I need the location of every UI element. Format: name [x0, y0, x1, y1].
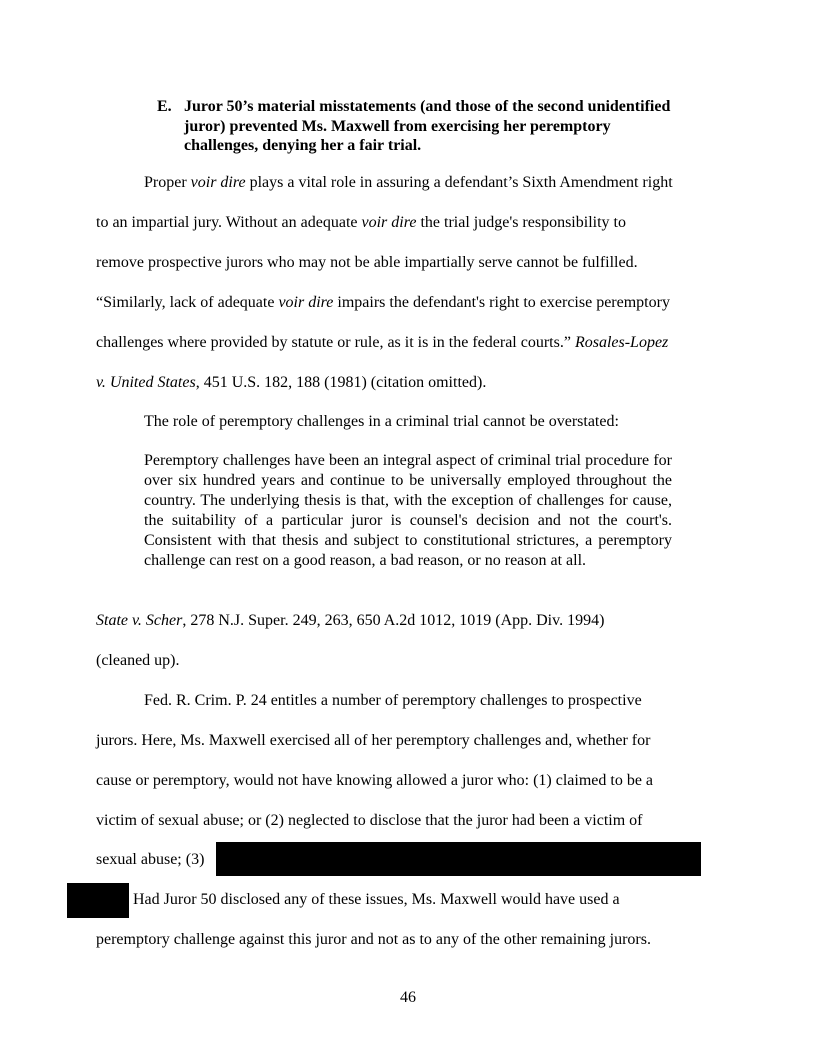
paragraph-1-line-4: “Similarly, lack of adequate voir dire impairs the defendant's right to exercise peremptory [96, 294, 670, 311]
redaction-block-2 [67, 883, 129, 918]
section-heading-line-2: juror) prevented Ms. Maxwell from exercising her peremptory [184, 117, 611, 135]
paragraph-3-line-4: victim of sexual abuse; or (2) neglected to disclose that the juror had been a victim of [96, 812, 643, 829]
paragraph-1-line-6: v. United States, 451 U.S. 182, 188 (1981) (citation omitted). [96, 374, 487, 391]
paragraph-1-line-2: to an impartial jury. Without an adequate voir dire the trial judge's responsibility to [96, 214, 626, 231]
paragraph-3-line-7: peremptory challenge against this juror and not as to any of the other remaining jurors. [96, 931, 651, 948]
citation-line-2: (cleaned up). [96, 652, 180, 669]
section-heading-letter: E. [157, 98, 172, 115]
paragraph-2-intro: The role of peremptory challenges in a criminal trial cannot be overstated: [144, 413, 619, 430]
section-heading-line-1: Juror 50’s material misstatements (and those of the second unidentified [184, 98, 671, 115]
page-number: 46 [400, 989, 416, 1006]
paragraph-3-line-1: Fed. R. Crim. P. 24 entitles a number of peremptory challenges to prospective [144, 692, 642, 709]
citation-line-1: State v. Scher, 278 N.J. Super. 249, 263, 650 A.2d 1012, 1019 (App. Div. 1994) [96, 612, 605, 629]
paragraph-3-line-6: Had Juror 50 disclosed any of these issues, Ms. Maxwell would have used a [133, 891, 620, 908]
paragraph-3-line-5: sexual abuse; (3) [96, 851, 205, 868]
paragraph-3-line-3: cause or peremptory, would not have knowing allowed a juror who: (1) claimed to be a [96, 772, 654, 789]
section-heading-line-3: challenges, denying her a fair trial. [184, 137, 422, 154]
paragraph-1-line-1: Proper voir dire plays a vital role in assuring a defendant’s Sixth Amendment right [144, 174, 673, 191]
paragraph-3-line-2: jurors. Here, Ms. Maxwell exercised all of her peremptory challenges and, whether for [96, 732, 651, 749]
paragraph-1-line-5: challenges where provided by statute or rule, as it is in the federal courts.” Rosales-Lopez [96, 334, 669, 351]
paragraph-1-line-3: remove prospective jurors who may not be able impartially serve cannot be fulfilled. [96, 254, 638, 271]
block-quote: Peremptory challenges have been an integral aspect of criminal trial procedure for over six hundred years and continue to be universally employed throughout the country. The underlying thesis is that, with the exception of challenges for cause, the suitability of a particular juror is counsel's decision and not the court's. Consistent with that thesis and subject to constitutional strictures, a peremptory challenge can rest on a good reason, a bad reason, or no reason at all. [144, 452, 672, 569]
redaction-block-1 [216, 842, 701, 876]
